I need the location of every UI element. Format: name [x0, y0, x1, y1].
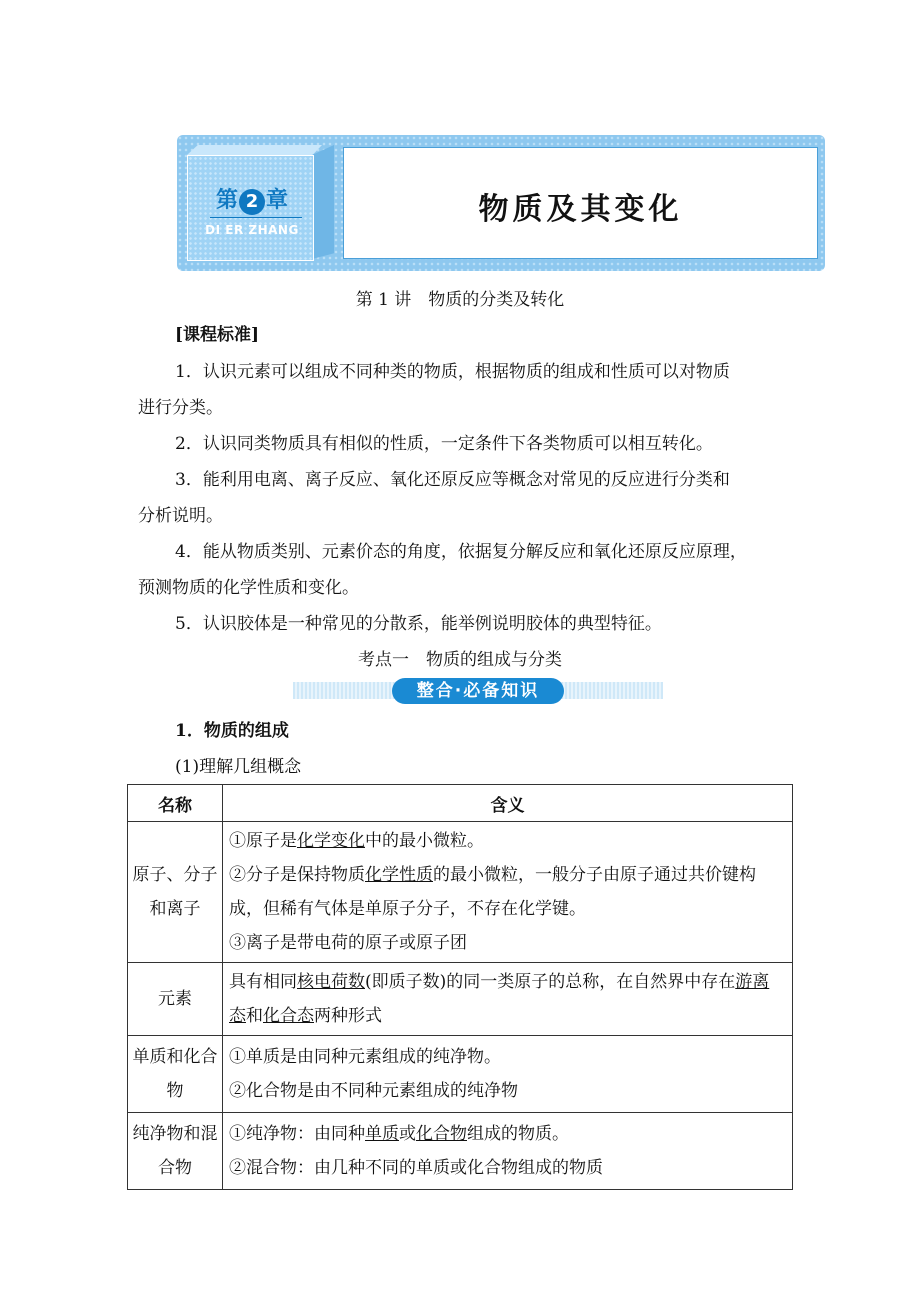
key-term: 化合物 — [416, 1124, 467, 1144]
row-meaning — [223, 1113, 793, 1190]
standard-item-1-line-2: 进行分类。 — [138, 398, 223, 418]
standard-item-3-line-2: 分析说明。 — [138, 506, 223, 526]
text-segment: ①纯净物：由同种 — [229, 1124, 365, 1144]
text-segment: 两种形式 — [314, 1006, 382, 1026]
text-segment: ②混合物：由几种不同的单质或化合物组成的物质 — [229, 1158, 603, 1178]
chapter-number: 2 — [239, 189, 265, 215]
standard-item-1-line-1: 1．认识元素可以组成不同种类的物质，根据物质的组成和性质可以对物质 — [175, 362, 730, 382]
key-term: 单质 — [365, 1124, 399, 1144]
key-term: 化学变化 — [297, 831, 365, 851]
meaning-line — [229, 858, 786, 926]
meaning-line — [229, 1117, 786, 1151]
meaning-line — [229, 1074, 786, 1108]
ribbon-label: 整合·必备知识 — [392, 678, 564, 704]
chapter-prefix: 第 — [215, 188, 238, 213]
table-row — [128, 822, 793, 963]
meaning-line — [229, 1151, 786, 1185]
text-segment: 或 — [399, 1124, 416, 1144]
cube-top-face — [187, 145, 322, 155]
text-segment: ①单质是由同种元素组成的纯净物。 — [229, 1047, 501, 1067]
standard-item-4-line-2: 预测物质的化学性质和变化。 — [138, 578, 359, 598]
row-meaning — [223, 1036, 793, 1113]
row-name: 元素 — [128, 963, 223, 1036]
standard-item-2: 2．认识同类物质具有相似的性质，一定条件下各类物质可以相互转化。 — [175, 434, 713, 454]
chapter-banner — [177, 135, 825, 271]
standards-heading: [课程标准] — [175, 325, 260, 345]
meaning-line — [229, 824, 786, 858]
text-segment: (即质子数)的同一类原子的总称，在自然界中存在 — [365, 972, 736, 992]
row-name: 纯净物和混合物 — [128, 1113, 223, 1190]
meaning-line — [229, 965, 786, 1033]
key-term: 化学性质 — [365, 865, 433, 885]
row-meaning — [223, 963, 793, 1036]
chapter-divider — [210, 217, 302, 218]
text-segment: 和 — [246, 1006, 263, 1026]
header-meaning: 含义 — [223, 785, 793, 822]
subsubsection-title: (1)理解几组概念 — [175, 757, 302, 777]
key-term: 游离态 — [229, 972, 770, 1026]
concept-table — [127, 784, 793, 1190]
chapter-pinyin: DI ER ZHANG — [205, 223, 299, 237]
lecture-title: 第 1 讲 物质的分类及转化 — [355, 290, 565, 310]
meaning-line — [229, 926, 786, 960]
table-header-row — [128, 785, 793, 822]
header-name: 名称 — [128, 785, 223, 822]
standard-item-3-line-1: 3．能利用电离、离子反应、氧化还原反应等概念对常见的反应进行分类和 — [175, 470, 730, 490]
table-row — [128, 1113, 793, 1190]
chapter-suffix: 章 — [266, 188, 289, 213]
text-segment: 的最小微粒，一般分子由原子通过共价键构成，但稀有气体是单原子分子，不存在化学键。 — [229, 865, 756, 919]
section-title: 考点一 物质的组成与分类 — [358, 650, 562, 670]
text-segment: ②分子是保持物质 — [229, 865, 365, 885]
standard-item-4-line-1: 4．能从物质类别、元素价态的角度，依据复分解反应和氧化还原反应原理， — [175, 542, 747, 562]
meaning-line — [229, 1040, 786, 1074]
cube-side-face — [312, 145, 334, 259]
table-row — [128, 963, 793, 1036]
subsection-title: 1．物质的组成 — [175, 721, 289, 741]
row-name: 单质和化合物 — [128, 1036, 223, 1113]
text-segment: 具有相同 — [229, 972, 297, 992]
chapter-title-box — [343, 147, 818, 259]
row-meaning — [223, 822, 793, 963]
text-segment: ③离子是带电荷的原子或原子团 — [229, 933, 467, 953]
row-name: 原子、分子和离子 — [128, 822, 223, 963]
chapter-title: 物质及其变化 — [478, 192, 683, 227]
key-term: 核电荷数 — [297, 972, 365, 992]
text-segment: 中的最小微粒。 — [365, 831, 484, 851]
standard-item-5: 5．认识胶体是一种常见的分散系，能举例说明胶体的典型特征。 — [175, 614, 662, 634]
key-term: 化合态 — [263, 1006, 314, 1026]
text-segment: ①原子是 — [229, 831, 297, 851]
text-segment: ②化合物是由不同种元素组成的纯净物 — [229, 1081, 518, 1101]
table-row — [128, 1036, 793, 1113]
text-segment: 组成的物质。 — [467, 1124, 569, 1144]
chapter-label — [202, 183, 302, 215]
